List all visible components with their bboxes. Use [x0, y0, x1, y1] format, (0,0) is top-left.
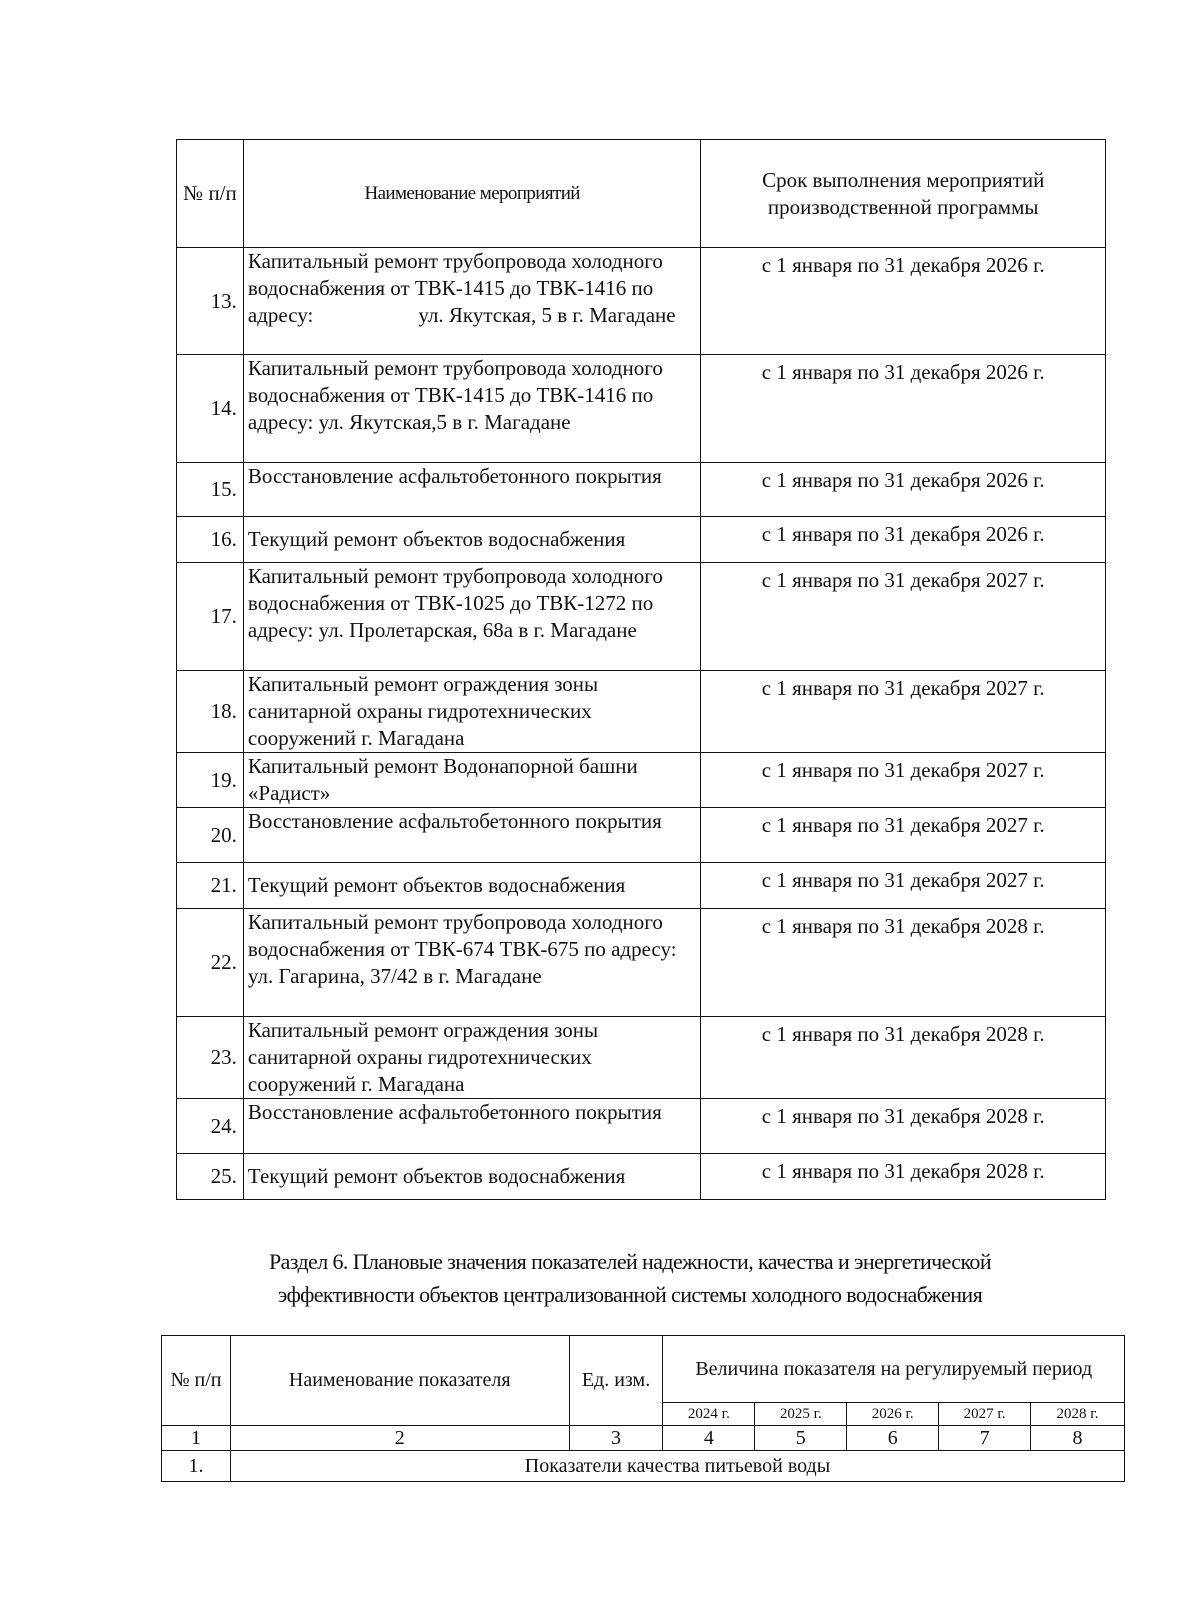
header-value-group: Величина показателя на регулируемый период	[663, 1336, 1125, 1403]
column-index: 7	[939, 1426, 1031, 1451]
header-term: Срок выполнения мероприятий производственной программы	[701, 140, 1106, 248]
row-num: 14.	[177, 355, 244, 463]
row-num: 16.	[177, 517, 244, 563]
activities-table	[176, 139, 1106, 1200]
row-num: 20.	[177, 808, 244, 863]
table-row	[177, 248, 1106, 355]
row-term: с 1 января по 31 декабря 2026 г.	[701, 517, 1106, 563]
row-activity: Восстановление асфальтобетонного покрытия	[243, 808, 700, 863]
section-title-line-1: Раздел 6. Плановые значения показателей надежности, качества и энергетической	[268, 1249, 992, 1274]
table-row	[177, 1099, 1106, 1154]
section-title	[150, 1245, 1110, 1311]
column-index-row	[162, 1426, 1125, 1451]
row-term: с 1 января по 31 декабря 2027 г.	[701, 671, 1106, 753]
row-num: 25.	[177, 1154, 244, 1200]
column-index: 3	[569, 1426, 663, 1451]
header-activity-name: Наименование мероприятий	[243, 140, 700, 248]
row-term: с 1 января по 31 декабря 2026 г.	[701, 355, 1106, 463]
group-row	[162, 1451, 1125, 1482]
indicators-table	[161, 1335, 1125, 1482]
row-term: с 1 января по 31 декабря 2027 г.	[701, 863, 1106, 909]
table-row	[177, 671, 1106, 753]
column-index: 2	[230, 1426, 569, 1451]
row-activity: Капитальный ремонт ограждения зоны санитарной охраны гидротехнических сооружений г. Магадана	[243, 671, 700, 753]
table-row	[177, 563, 1106, 671]
header-unit: Ед. изм.	[569, 1336, 663, 1426]
row-activity: Текущий ремонт объектов водоснабжения	[243, 517, 700, 563]
header-year: 2025 г.	[755, 1403, 847, 1426]
row-num: 13.	[177, 248, 244, 355]
row-activity: Капитальный ремонт трубопровода холодного водоснабжения от ТВК-1025 до ТВК-1272 по адресу: ул. Пролетарская, 68а в г. Магадане	[243, 563, 700, 671]
row-activity: Текущий ремонт объектов водоснабжения	[243, 863, 700, 909]
table-row	[177, 463, 1106, 517]
row-term: с 1 января по 31 декабря 2027 г.	[701, 808, 1106, 863]
table-row	[177, 753, 1106, 808]
row-activity: Капитальный ремонт ограждения зоны санитарной охраны гидротехнических сооружений г. Магадана	[243, 1017, 700, 1099]
row-num: 24.	[177, 1099, 244, 1154]
column-index: 8	[1031, 1426, 1125, 1451]
row-term: с 1 января по 31 декабря 2028 г.	[701, 1017, 1106, 1099]
row-term: с 1 января по 31 декабря 2028 г.	[701, 1154, 1106, 1200]
row-activity: Восстановление асфальтобетонного покрытия	[243, 1099, 700, 1154]
indicators-header-row-1	[162, 1336, 1125, 1403]
row-term: с 1 января по 31 декабря 2027 г.	[701, 753, 1106, 808]
header-year: 2027 г.	[939, 1403, 1031, 1426]
row-term: с 1 января по 31 декабря 2027 г.	[701, 563, 1106, 671]
row-num: 17.	[177, 563, 244, 671]
row-activity: Капитальный ремонт трубопровода холодного водоснабжения от ТВК-1415 до ТВК-1416 по адресу: ул. Якутская, 5 в г. Магадане	[243, 248, 700, 355]
group-label: Показатели качества питьевой воды	[230, 1451, 1124, 1482]
activities-table-header	[177, 140, 1106, 248]
row-term: с 1 января по 31 декабря 2028 г.	[701, 1099, 1106, 1154]
header-year: 2026 г.	[847, 1403, 939, 1426]
header-num: № п/п	[177, 140, 244, 248]
row-activity: Капитальный ремонт трубопровода холодного водоснабжения от ТВК-1415 до ТВК-1416 по адресу: ул. Якутская,5 в г. Магадане	[243, 355, 700, 463]
row-activity: Капитальный ремонт трубопровода холодного водоснабжения от ТВК-674 ТВК-675 по адресу: ул. Гагарина, 37/42 в г. Магадане	[243, 909, 700, 1017]
header-indicator-name: Наименование показателя	[230, 1336, 569, 1426]
row-activity: Капитальный ремонт Водонапорной башни «Радист»	[243, 753, 700, 808]
column-index: 1	[162, 1426, 231, 1451]
table-row	[177, 863, 1106, 909]
row-term: с 1 января по 31 декабря 2028 г.	[701, 909, 1106, 1017]
row-activity: Восстановление асфальтобетонного покрытия	[243, 463, 700, 517]
row-term: с 1 января по 31 декабря 2026 г.	[701, 248, 1106, 355]
column-index: 6	[847, 1426, 939, 1451]
header-year: 2024 г.	[663, 1403, 755, 1426]
column-index: 4	[663, 1426, 755, 1451]
table-row	[177, 355, 1106, 463]
row-num: 15.	[177, 463, 244, 517]
section-title-line-2: эффективности объектов централизованной системы холодного водоснабжения	[277, 1282, 983, 1307]
table-row	[177, 909, 1106, 1017]
row-num: 23.	[177, 1017, 244, 1099]
table-row	[177, 808, 1106, 863]
table-row	[177, 1017, 1106, 1099]
header-year: 2028 г.	[1031, 1403, 1125, 1426]
column-index: 5	[755, 1426, 847, 1451]
row-activity: Текущий ремонт объектов водоснабжения	[243, 1154, 700, 1200]
row-num: 19.	[177, 753, 244, 808]
row-num: 21.	[177, 863, 244, 909]
row-num: 22.	[177, 909, 244, 1017]
row-term: с 1 января по 31 декабря 2026 г.	[701, 463, 1106, 517]
table-row	[177, 517, 1106, 563]
table-row	[177, 1154, 1106, 1200]
row-num: 18.	[177, 671, 244, 753]
header-num: № п/п	[162, 1336, 231, 1426]
group-num: 1.	[162, 1451, 231, 1482]
